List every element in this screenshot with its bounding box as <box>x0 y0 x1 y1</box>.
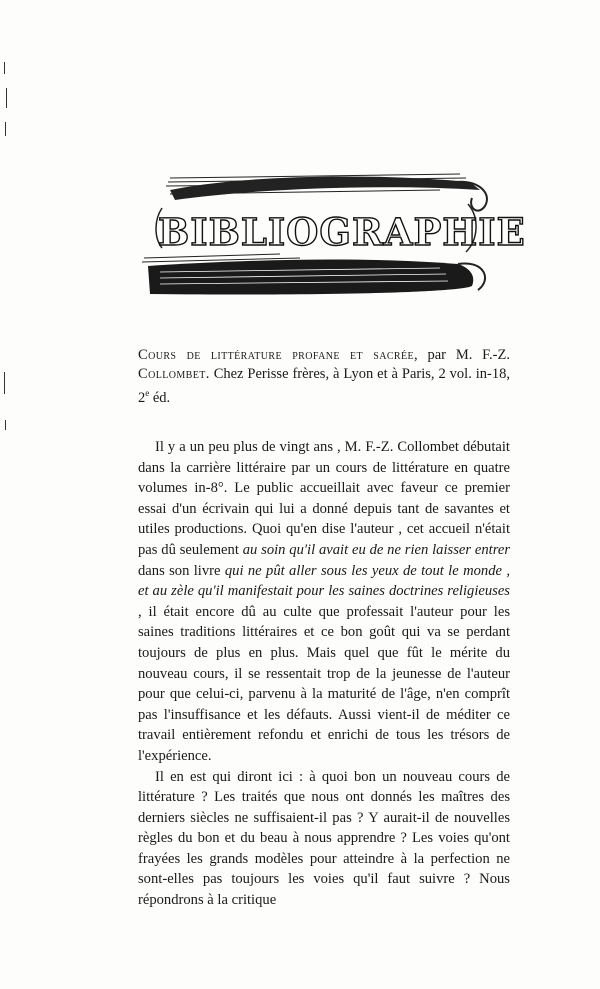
scan-mark <box>5 420 6 430</box>
scan-mark <box>5 122 6 136</box>
p1-italic-2: qui ne pût aller sous les yeux de tout le monde , et au zèle qu'il manifestait pour les saines doctrines religieuses <box>138 562 510 600</box>
citation-edition-end: éd. <box>149 389 171 406</box>
p1-text-c: , il était encore dû au culte que professait l'auteur pour les saines traditions littéraires et ce bon goût qui va se perdant toujours de plus en plus. Mais quel que fût le mérite du nouveau cours, il se ressentait trop de la jeunesse de l'auteur pour que celui-ci, parvenu à la maturité de l'âge, n'en comprît pas l'insuffisance et les défauts. Aussi vient-il de méditer ce travail entièrement refondu et enrichi de tous les trésors de l'expérience. <box>138 603 510 764</box>
book-author: Collombet. <box>138 366 210 382</box>
citation-by: , par M. F.-Z. <box>414 347 510 363</box>
scan-mark <box>4 62 5 74</box>
bibliographie-banner <box>140 168 526 298</box>
paragraph-2: Il en est qui diront ici : à quoi bon un nouveau cours de littérature ? Les traités que nous ont donnés les maîtres des derniers siècles ne suffisaient-il pas ? Y aurait-il de nouvelles règles du bon et du beau à nous apprendre ? Les voies qu'ont frayées les grands modèles pour atteindre à la perfection ne sont-elles pas toujours les voies qu'il faut suivre ? Nous répondrons à la critique <box>138 768 510 909</box>
edition-superscript: e <box>145 388 150 398</box>
p1-italic-1: au soin qu'il avait eu de ne rien laisser entrer <box>242 541 510 558</box>
scan-mark <box>4 372 5 394</box>
p1-text-a: Il y a un peu plus de vingt ans , M. F.-Z. Collombet débutait dans la carrière littéraire par un cours de littérature en quatre volumes in-8°. Le public accueillait avec faveur ce premier essai d'un écrivain qui lui a donné depuis tant de savantes et utiles productions. Quoi qu'en dise l'auteur , cet accueil n'était pas dû seulement <box>138 439 510 558</box>
review-body <box>138 437 510 911</box>
paragraph-1 <box>138 437 510 767</box>
banner-title: BIBLIOGRAPHIE <box>158 210 526 254</box>
citation-details: Chez Perisse frères, à Lyon et à Paris, 2 vol. in-18, 2 <box>138 366 510 406</box>
book-citation <box>138 346 510 408</box>
book-title: Cours de littérature profane et sacrée <box>138 347 415 363</box>
p1-text-b: dans son livre <box>138 562 225 579</box>
scan-mark <box>6 88 7 108</box>
